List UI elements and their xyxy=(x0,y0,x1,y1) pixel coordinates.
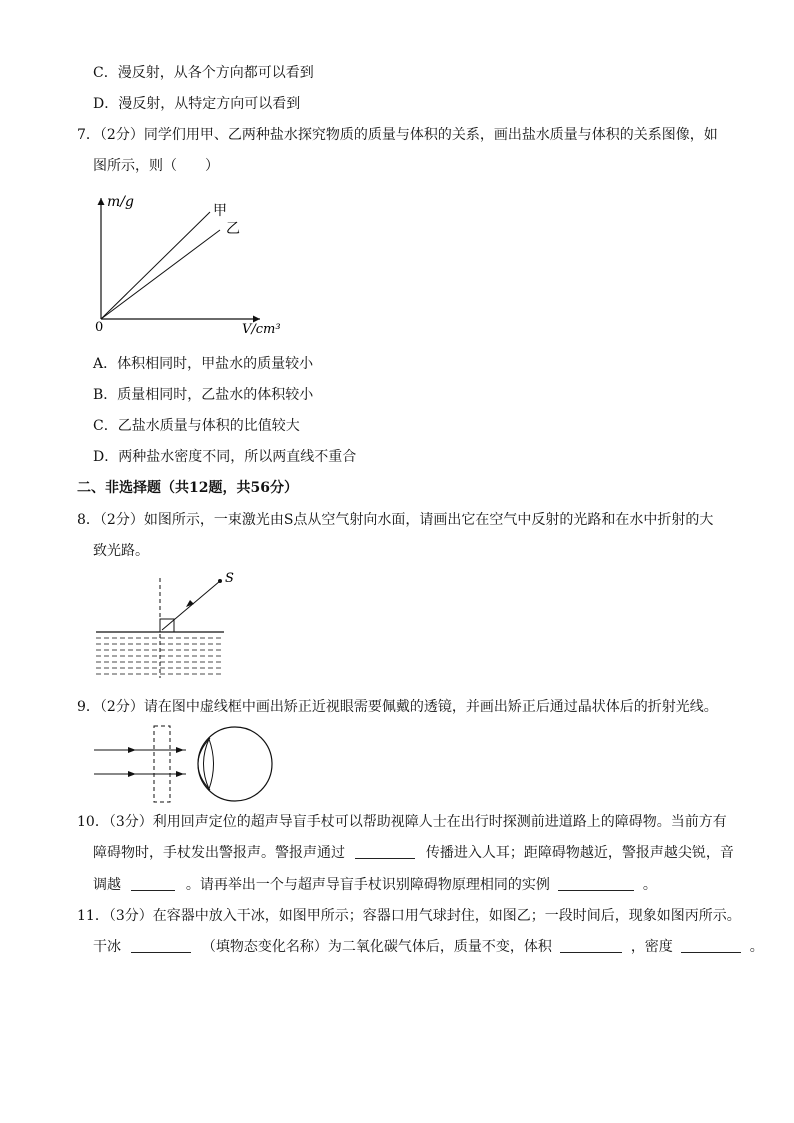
q9-crystalline-lens xyxy=(204,739,214,789)
q10-line3-part3: 。 xyxy=(642,877,657,893)
q10-line3-part2: 。请再举出一个与超声导盲手杖识别障碍物原理相同的实例 xyxy=(185,877,550,893)
q10-line2-part2: 传播进入人耳；距障碍物越近，警报声越尖锐，音 xyxy=(425,845,734,861)
q7-line-jia xyxy=(101,212,210,319)
q11-line1: 11．（3分）在容器中放入干冰，如图甲所示；容器口用气球封住，如图乙；一段时间后，现象如图丙所示。 xyxy=(77,908,741,924)
q7-option-c: C．乙盐水质量与体积的比值较大 xyxy=(93,418,300,434)
q6-option-c: C．漫反射，从各个方向都可以看到 xyxy=(93,65,314,81)
q7-line-yi xyxy=(101,230,220,319)
q11-line2-part2: （填物态变化名称）为二氧化碳气体后，质量不变，体积 xyxy=(201,939,552,955)
q10-blank-3[interactable] xyxy=(558,876,634,891)
q9-eye-figure xyxy=(90,722,290,807)
q8-incident-ray xyxy=(162,581,220,630)
q9-dashed-lens-box xyxy=(154,726,170,802)
q8-point-s xyxy=(218,579,222,583)
q11-line2-part3: ，密度 xyxy=(630,939,673,955)
q7-stem-line1: 7．（2分）同学们用甲、乙两种盐水探究物质的质量与体积的关系，画出盐水质量与体积的关系图像，如 xyxy=(77,127,718,143)
q7-origin-label: 0 xyxy=(95,320,104,335)
q7-y-axis-label: m/g xyxy=(107,194,134,210)
q11-blank-1[interactable] xyxy=(131,938,191,953)
q8-stem-line2: 致光路。 xyxy=(93,543,149,559)
q11-blank-3[interactable] xyxy=(681,938,741,953)
q7-line-yi-label: 乙 xyxy=(226,221,240,237)
q9-stem: 9．（2分）请在图中虚线框中画出矫正近视眼需要佩戴的透镜，并画出矫正后通过晶状体后的折射光线。 xyxy=(77,699,718,715)
q8-point-s-label: S xyxy=(225,571,234,586)
q10-line2-part1: 障碍物时，手杖发出警报声。警报声通过 xyxy=(93,845,345,861)
q7-option-d: D．两种盐水密度不同，所以两直线不重合 xyxy=(93,449,357,465)
q7-x-axis-label: V/cm³ xyxy=(242,322,281,337)
q8-water-surface-figure xyxy=(94,570,254,685)
q10-blank-2[interactable] xyxy=(131,876,175,891)
q10-line2 xyxy=(93,844,734,862)
q10-line1: 10．（3分）利用回声定位的超声导盲手杖可以帮助视障人士在出行时探测前进道路上的障碍物。当前方有 xyxy=(77,814,727,830)
q7-option-a: A．体积相同时，甲盐水的质量较小 xyxy=(93,356,314,372)
q11-line2-part4: 。 xyxy=(749,939,764,955)
q7-line-jia-label: 甲 xyxy=(213,203,227,219)
q7-stem-line2: 图所示，则（ ） xyxy=(93,158,219,174)
q11-line2 xyxy=(93,938,764,956)
q7-option-b: B．质量相同时，乙盐水的体积较小 xyxy=(93,387,314,403)
q7-mass-volume-graph xyxy=(90,188,310,338)
q11-line2-part1: 干冰 xyxy=(93,939,121,955)
q8-stem-line1: 8．（2分）如图所示，一束激光由S点从空气射向水面，请画出它在空气中反射的光路和在水中折射的大 xyxy=(77,512,714,528)
q10-blank-1[interactable] xyxy=(355,844,415,859)
q10-line3 xyxy=(93,876,657,894)
q10-line3-part1: 调越 xyxy=(93,877,121,893)
section-heading: 二、非选择题（共12题，共56分） xyxy=(77,480,298,496)
q11-blank-2[interactable] xyxy=(560,938,622,953)
q6-option-d: D．漫反射，从特定方向可以看到 xyxy=(93,96,301,112)
